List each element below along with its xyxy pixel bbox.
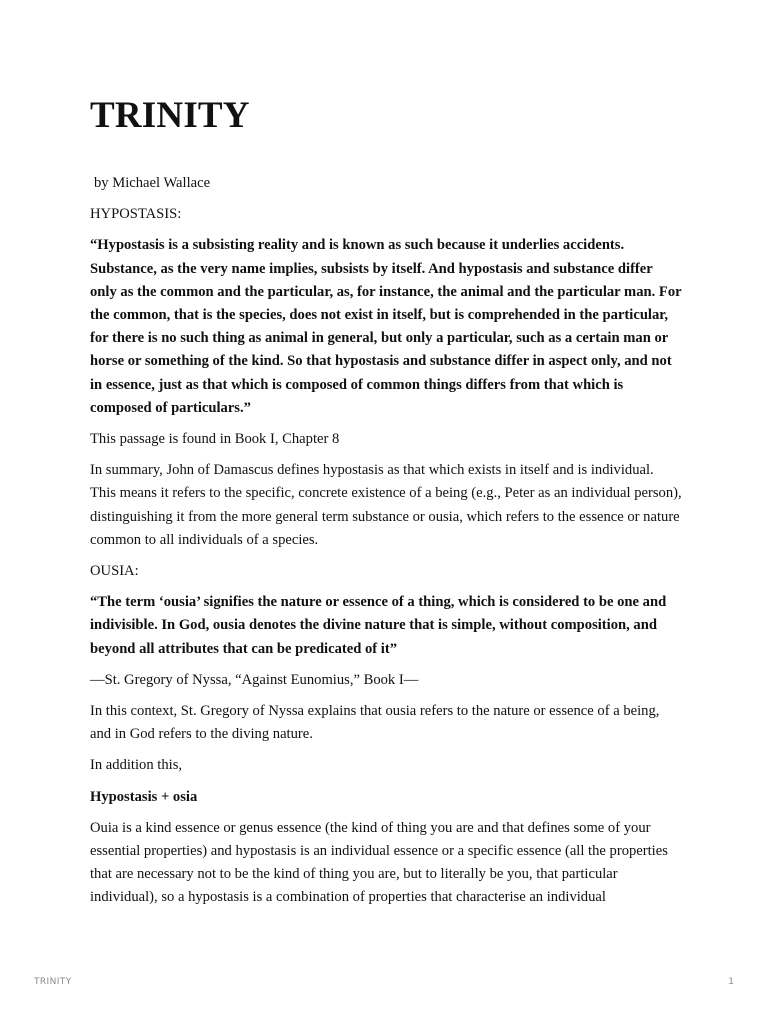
addition-line: In addition this, [90,757,183,774]
combo-text: Ouia is a kind essence or genus essence (the kind of thing you are and that defines some of your essential properties) and hypostasis is an individual essence or a specific essence (all the properties that are necessary not to be the kind of thing you are, but to literally be you, that particular individual), so a hypostasis is a combination of properties that characterise an individual [90,819,668,906]
ousia-context: In this context, St. Gregory of Nyssa explains that ousia refers to the nature or essence of a being, and in God refers to the diving nature. [90,703,660,743]
ousia-source: —St. Gregory of Nyssa, “Against Eunomius,” Book I— [90,671,419,688]
hypostasis-source: This passage is found in Book I, Chapter 8 [90,431,340,448]
page-title: TRINITY [90,95,250,136]
author-line: by Michael Wallace [94,175,211,191]
document-body [90,95,682,918]
ousia-heading: OUSIA: [90,563,139,580]
footer-running-title: TRINITY [34,977,72,987]
footer-page-number: 1 [728,977,734,987]
ousia-quote: “The term ‘ousia’ signifies the nature or essence of a thing, which is considered to be one and indivisible. In God, ousia denotes the divine nature that is simple, without composition, and beyond all attributes that can be predicated of it” [90,594,667,657]
combo-heading: Hypostasis + osia [90,788,198,805]
hypostasis-quote: “Hypostasis is a subsisting reality and is known as such because it underlies accidents. Substance, as the very name implies, subsists by itself. And hypostasis and substance differ only as the common and the particular, as, for instance, the animal and the particular man. For the common, that is the species, does not exist in itself, but is comprehended in the particular, for there is no such thing as animal in general, but only a particular, such as a certain man or horse or something of the kind. So that hypostasis and substance differ in aspect only, and not in essence, just as that which is composed of common things differs from that which is composed of particulars.” [90,237,682,416]
hypostasis-heading: HYPOSTASIS: [90,206,182,223]
hypostasis-summary: In summary, John of Damascus defines hypostasis as that which exists in itself and is individual. This means it refers to the specific, concrete existence of a being (e.g., Peter as an individual person), distinguishing it from the more general term substance or ousia, which refers to the essence or nature common to all individuals of a species. [90,462,682,548]
